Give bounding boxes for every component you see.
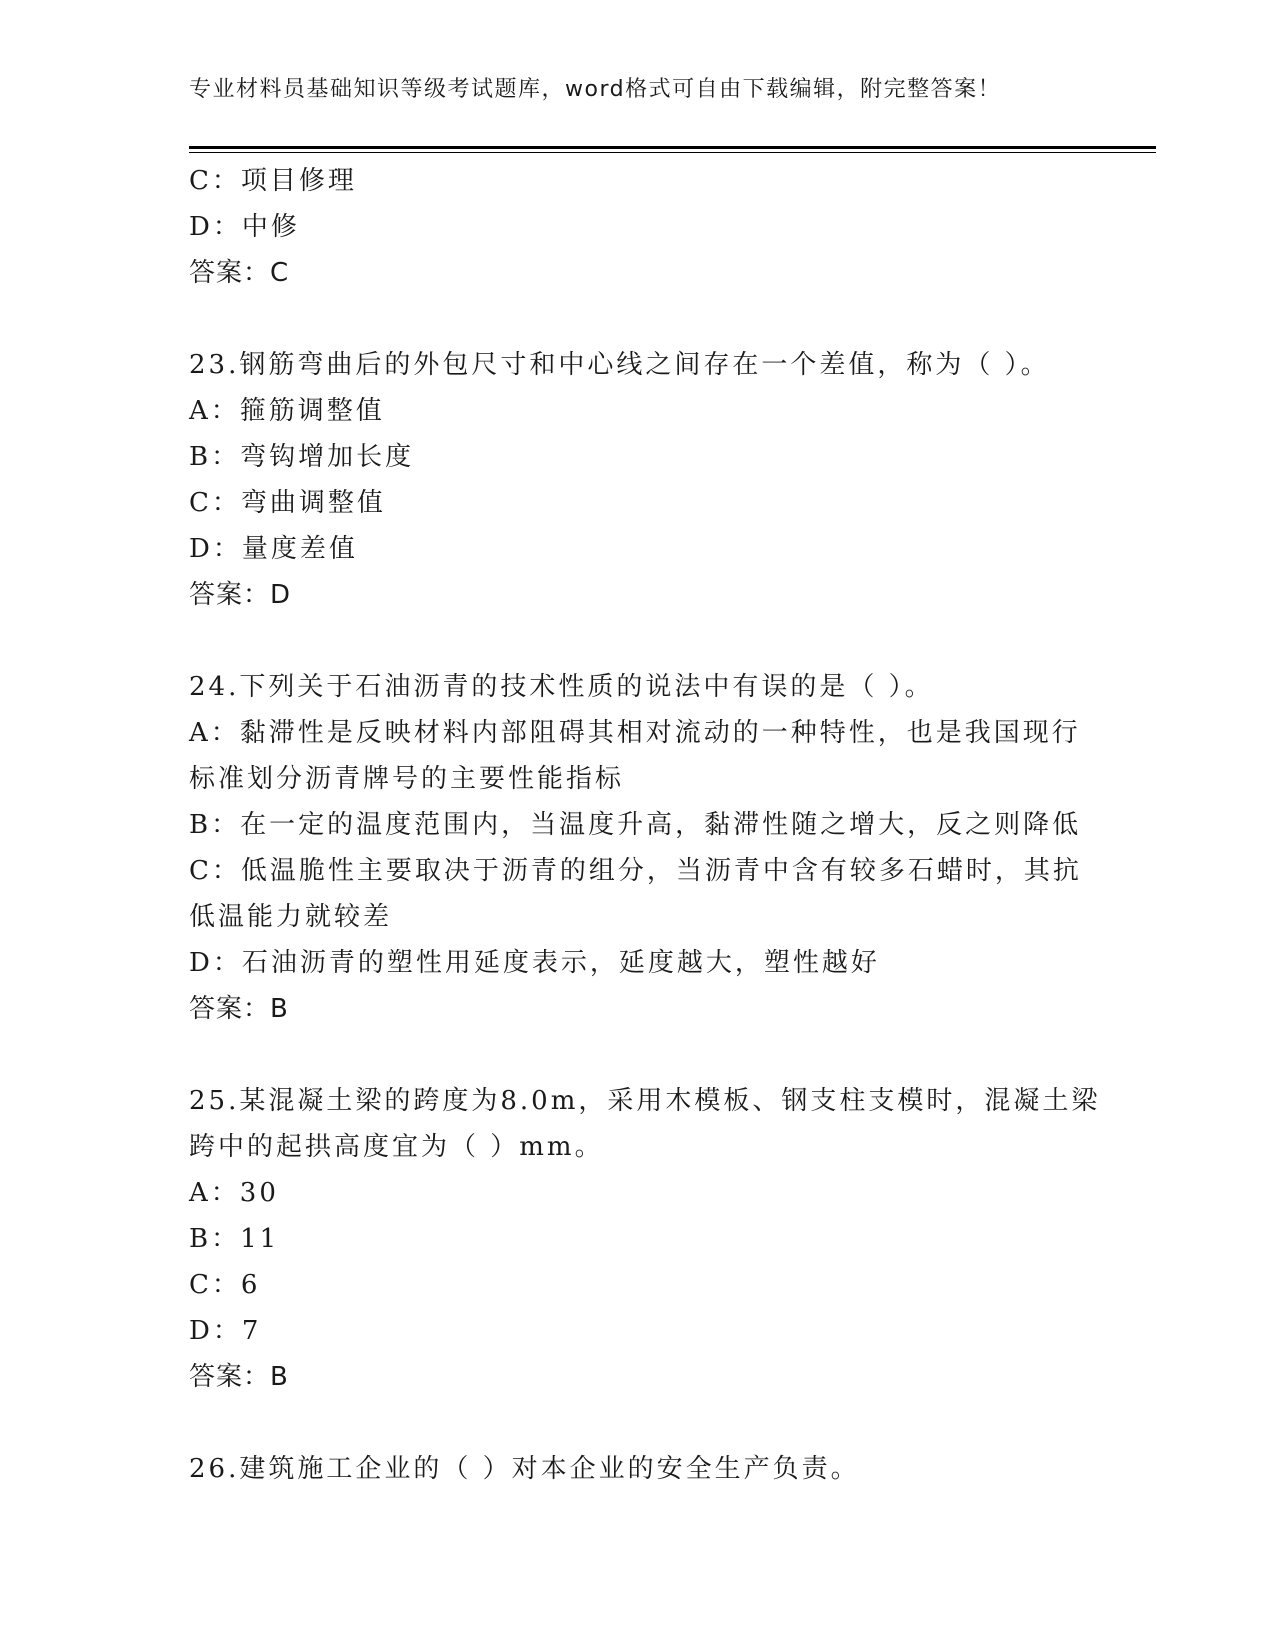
option-a: A：箍筋调整值 — [189, 396, 385, 426]
option-c: C：弯曲调整值 — [189, 488, 386, 518]
question-22-continuation — [189, 158, 1089, 296]
option-d: D：中修 — [189, 212, 300, 242]
option-d: D：量度差值 — [189, 534, 358, 564]
answer-line: 答案：B — [189, 1362, 289, 1392]
spacer — [189, 1032, 1089, 1078]
question-25 — [189, 1078, 1101, 1400]
option-c: C：6 — [189, 1270, 261, 1300]
option-b: B：弯钩增加长度 — [189, 442, 415, 472]
document-body — [189, 158, 1101, 1492]
option-c-continued: 低温能力就较差 — [189, 902, 393, 932]
header-divider-thick — [189, 146, 1156, 149]
option-d: D：石油沥青的塑性用延度表示，延度越大，塑性越好 — [189, 948, 880, 978]
option-d: D：7 — [189, 1316, 262, 1346]
answer-line: 答案：B — [189, 994, 289, 1024]
spacer — [189, 296, 1089, 342]
question-stem-continued: 跨中的起拱高度宜为（ ）mm。 — [189, 1132, 604, 1162]
option-a-continued: 标准划分沥青牌号的主要性能指标 — [189, 764, 625, 794]
question-23 — [189, 342, 1089, 618]
spacer — [189, 1400, 1089, 1446]
answer-line: 答案：C — [189, 258, 290, 288]
question-stem: 23.钢筋弯曲后的外包尺寸和中心线之间存在一个差值，称为（ ）。 — [189, 350, 1050, 380]
spacer — [189, 618, 1089, 664]
option-a: A：30 — [189, 1178, 279, 1208]
answer-line: 答案：D — [189, 580, 292, 610]
question-24 — [189, 664, 1089, 1032]
page-header: 专业材料员基础知识等级考试题库，word格式可自由下载编辑，附完整答案！ — [189, 77, 1002, 102]
question-stem: 24.下列关于石油沥青的技术性质的说法中有误的是（ ）。 — [189, 672, 934, 702]
option-c: C：项目修理 — [189, 166, 357, 196]
option-b: B：11 — [189, 1224, 280, 1254]
question-26 — [189, 1446, 1089, 1492]
option-a: A：黏滞性是反映材料内部阻碍其相对流动的一种特性，也是我国现行 — [189, 718, 1081, 748]
option-b: B：在一定的温度范围内，当温度升高，黏滞性随之增大，反之则降低 — [189, 810, 1082, 840]
question-stem: 25.某混凝土梁的跨度为8.0m，采用木模板、钢支柱支模时，混凝土梁 — [189, 1086, 1101, 1116]
question-stem: 26.建筑施工企业的（ ）对本企业的安全生产负责。 — [189, 1454, 860, 1484]
header-divider-thin — [189, 152, 1156, 153]
option-c: C：低温脆性主要取决于沥青的组分，当沥青中含有较多石蜡时，其抗 — [189, 856, 1082, 886]
